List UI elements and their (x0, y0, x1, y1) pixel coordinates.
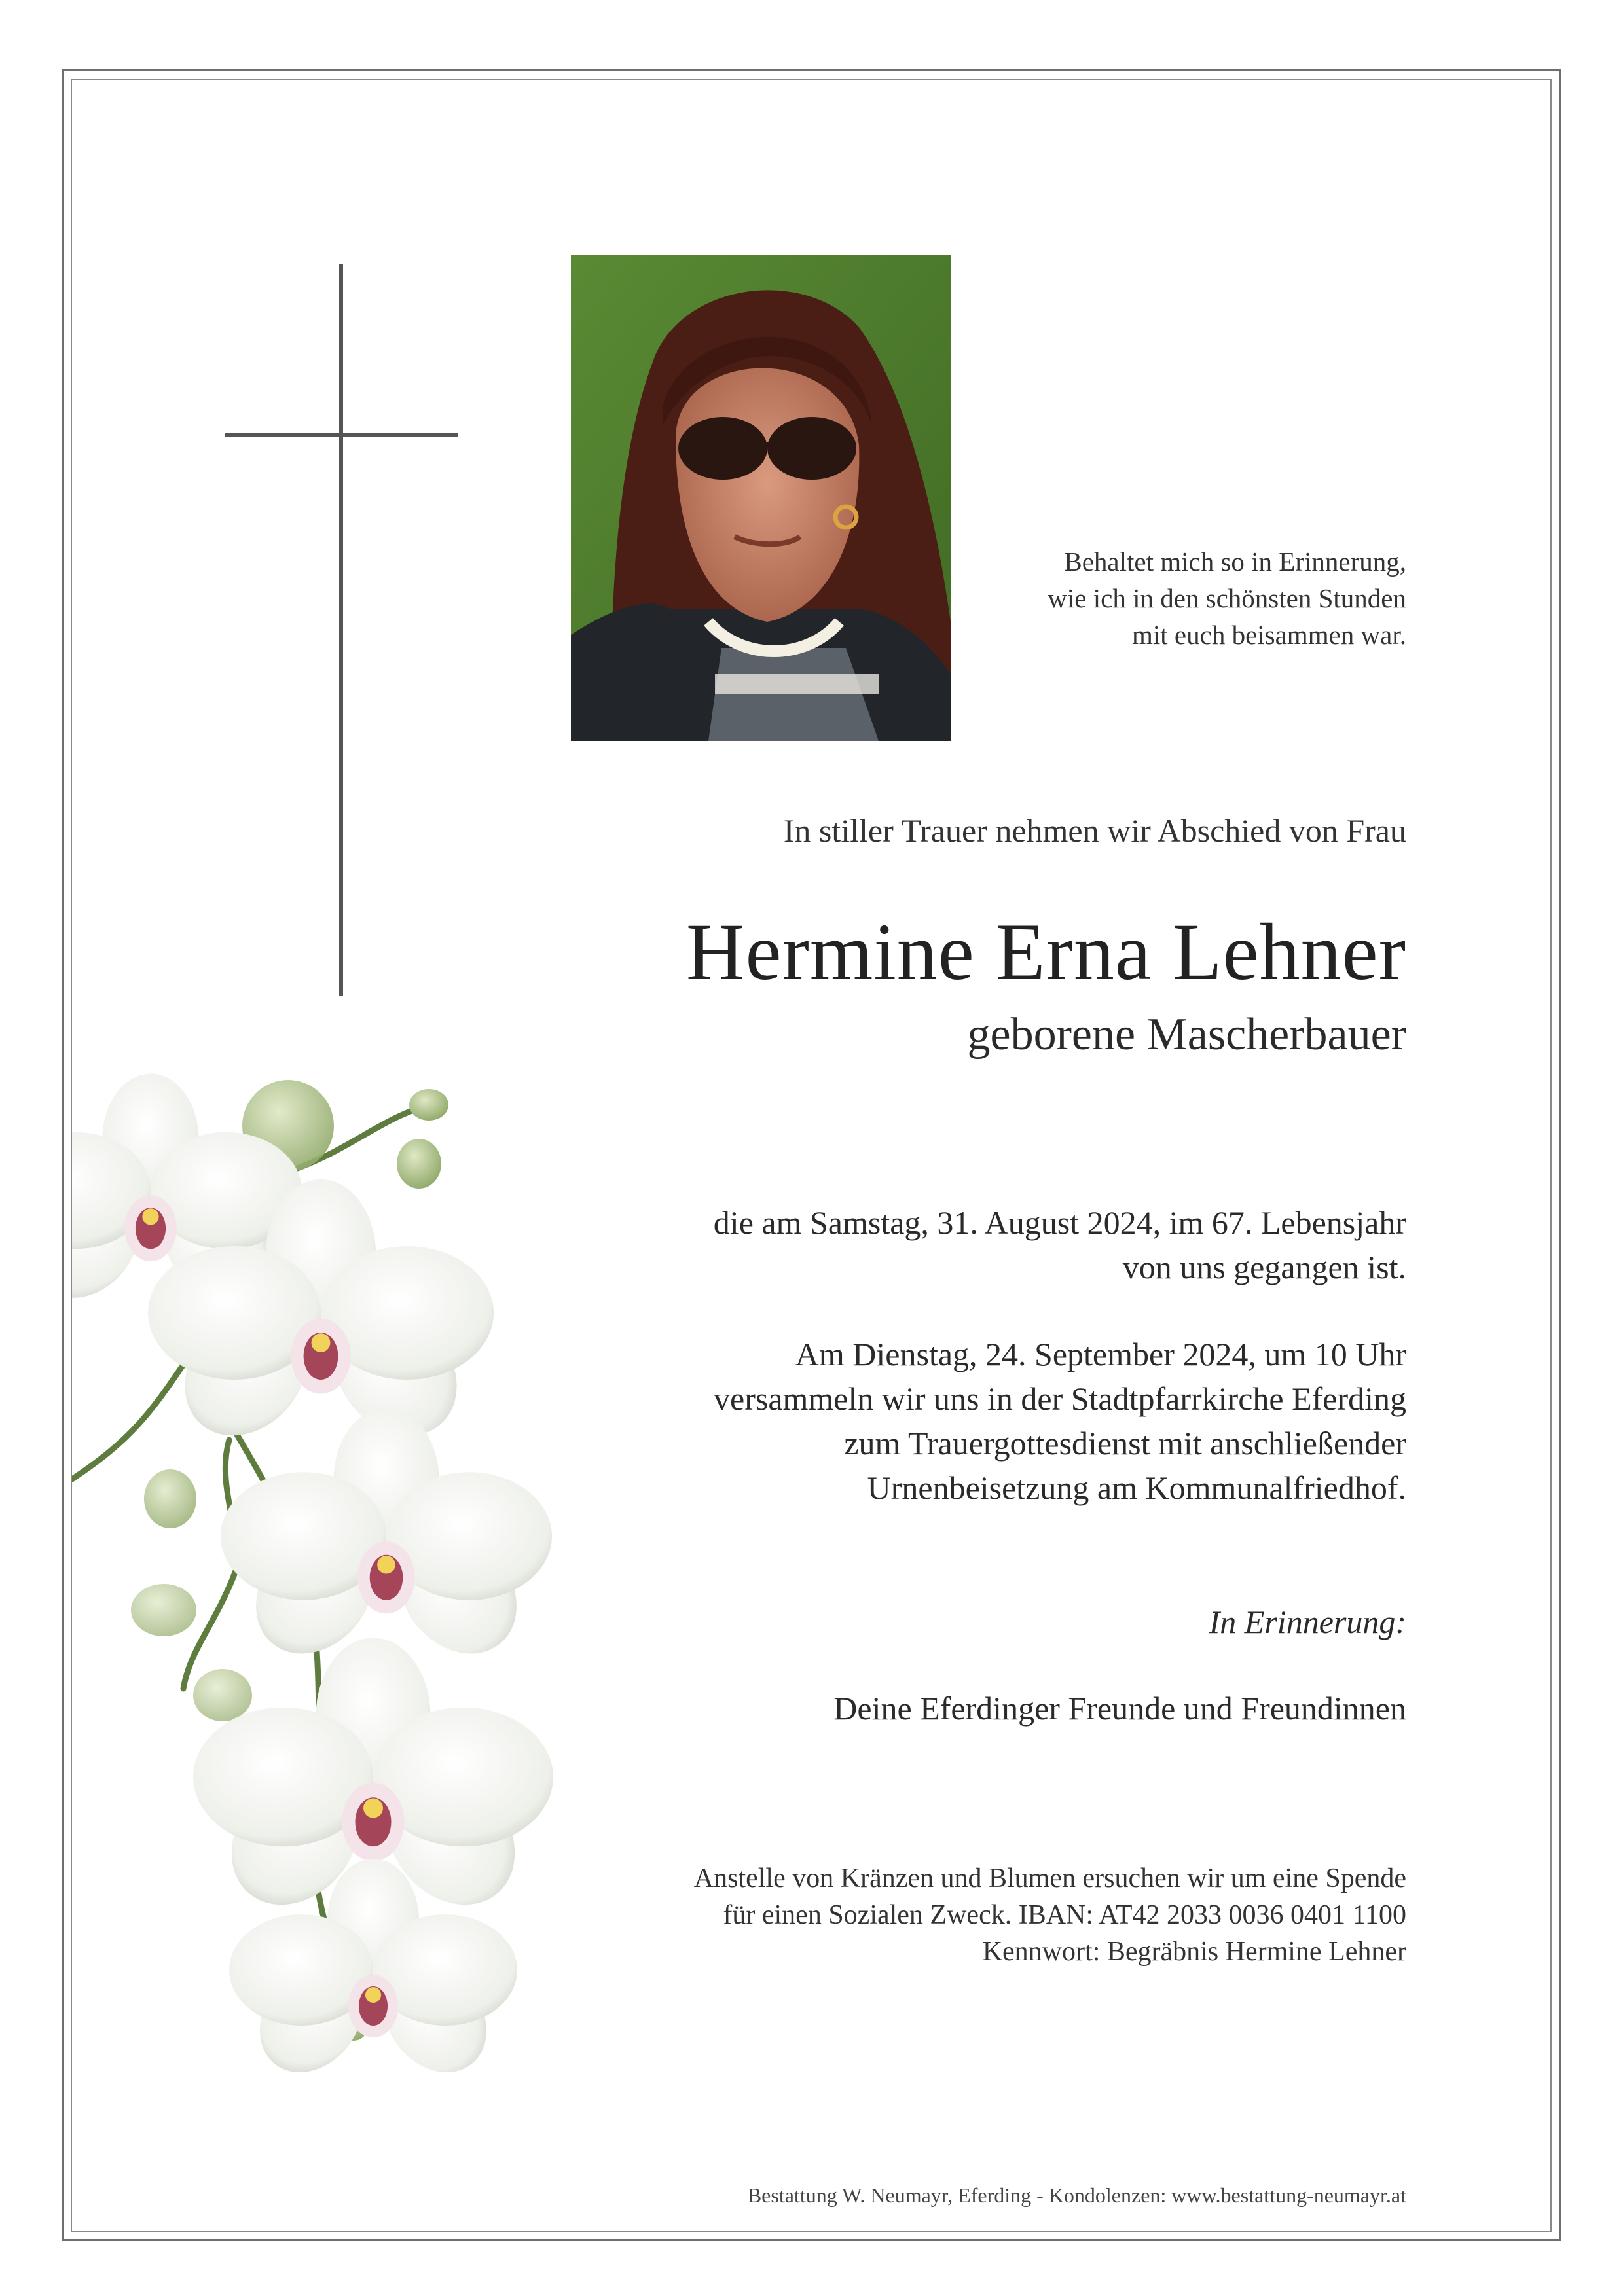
portrait-photo (571, 255, 951, 741)
orchid-flower-icon (72, 1073, 563, 2108)
motto-line: mit euch beisammen war. (1132, 620, 1406, 650)
footer-funeral-home: Bestattung W. Neumayr, Eferding - Kondolenzen: www.bestattung-neumayr.at (747, 2183, 1406, 2207)
donation-note (694, 1860, 1406, 1970)
cross-icon-horizontal (225, 433, 458, 437)
donation-line: Kennwort: Begräbnis Hermine Lehner (982, 1937, 1406, 1967)
funeral-line: versammeln wir uns in der Stadtpfarrkirche Eferding (714, 1380, 1406, 1417)
memory-from: Deine Eferdinger Freunde und Freundinnen (833, 1690, 1406, 1727)
deceased-name: Hermine Erna Lehner (685, 907, 1406, 997)
funeral-line: zum Trauergottesdienst mit anschließender (844, 1425, 1406, 1462)
death-line: von uns gegangen ist. (1122, 1249, 1406, 1285)
funeral-details (714, 1332, 1406, 1510)
motto-line: Behaltet mich so in Erinnerung, (1064, 547, 1406, 577)
cross-icon-vertical (339, 264, 343, 996)
funeral-line: Urnenbeisetzung am Kommunalfriedhof. (867, 1469, 1406, 1506)
motto-line: wie ich in den schönsten Stunden (1048, 583, 1406, 613)
donation-line: Anstelle von Kränzen und Blumen ersuchen wir um eine Spende (693, 1863, 1406, 1893)
motto-quote (1048, 543, 1406, 653)
death-line: die am Samstag, 31. August 2024, im 67. Lebensjahr (713, 1204, 1406, 1241)
birth-name: geborene Mascherbauer (967, 1009, 1406, 1060)
intro-text: In stiller Trauer nehmen wir Abschied von Frau (783, 812, 1406, 849)
donation-line: für einen Sozialen Zweck. IBAN: AT42 2033 0036 0401 1100 (723, 1900, 1406, 1930)
death-notice (714, 1200, 1406, 1289)
memory-heading: In Erinnerung: (1209, 1604, 1406, 1640)
funeral-line: Am Dienstag, 24. September 2024, um 10 Uhr (795, 1336, 1406, 1372)
